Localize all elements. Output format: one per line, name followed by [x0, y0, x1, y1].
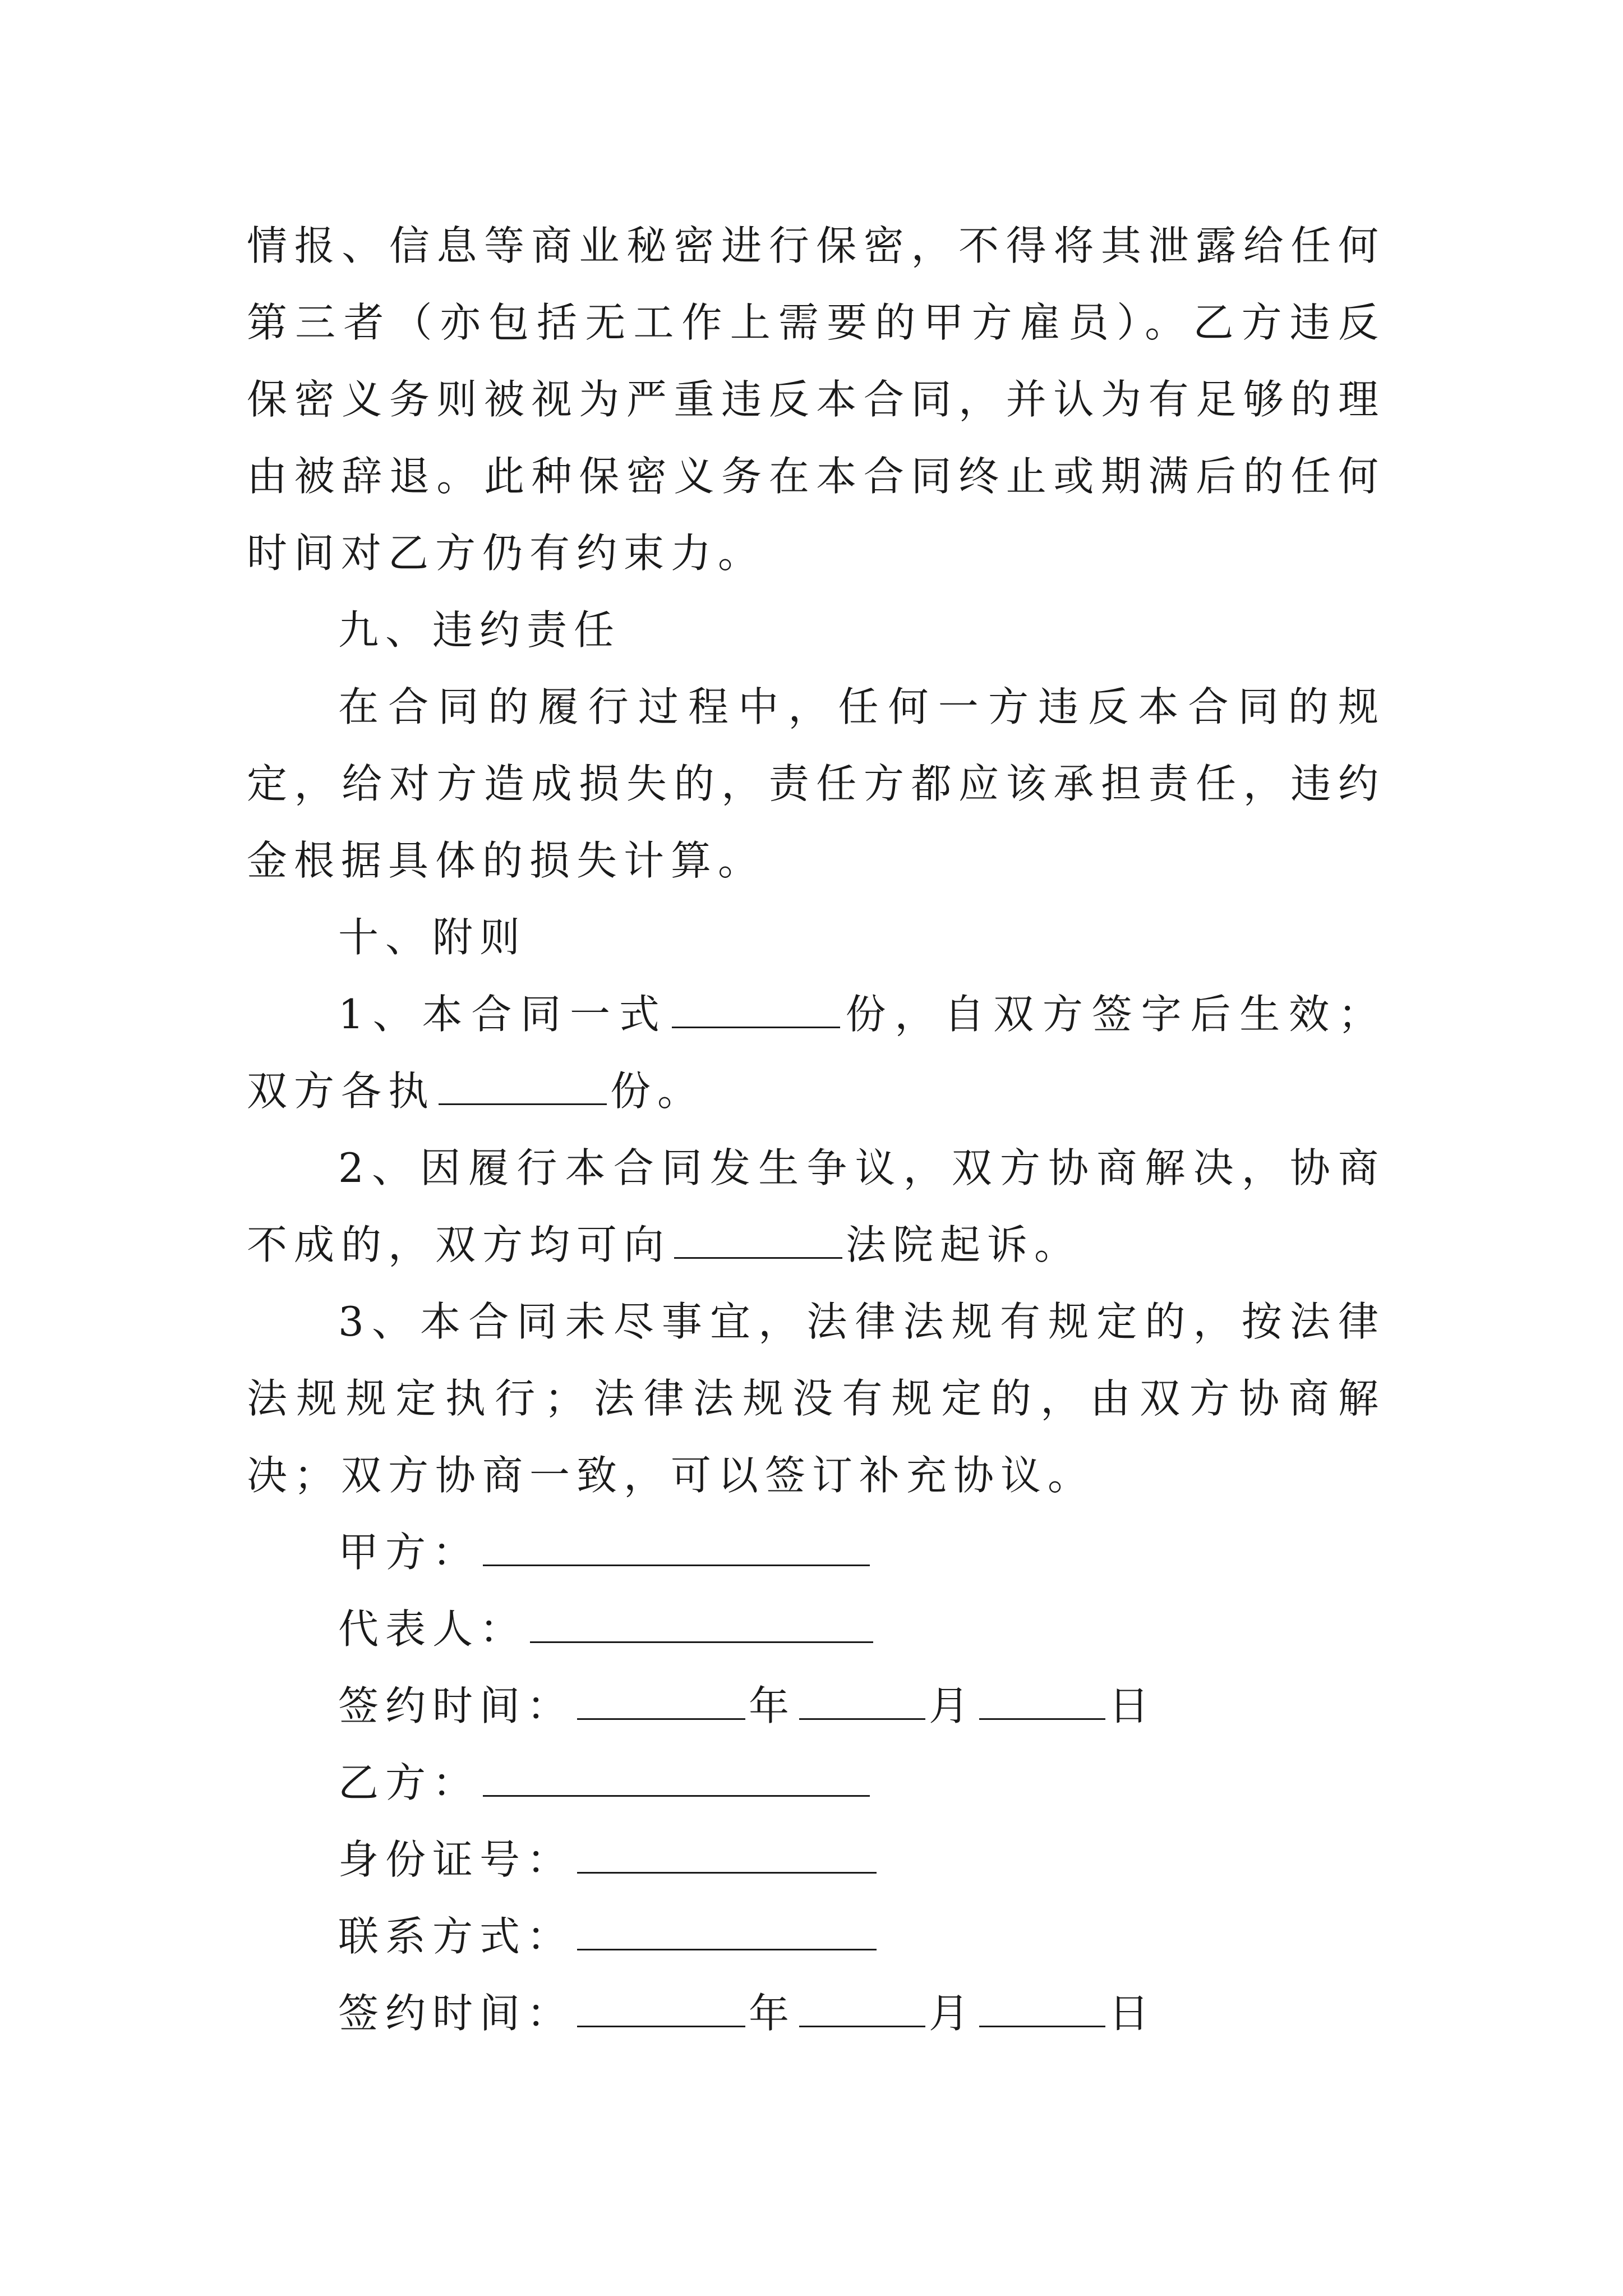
sign-time-b-label: 签约时间： [338, 1990, 574, 2037]
year-label-a: 年 [749, 1682, 796, 1729]
contact-line [247, 1898, 1385, 1975]
clause-10-1 [247, 976, 1385, 1130]
clause-10-1-text-a: 1、本合同一式 [338, 991, 668, 1038]
signature-block [247, 1514, 1385, 2052]
clause-10-2 [247, 1130, 1385, 1283]
clause-10-1-text-b: 份，自双方签字后生效；双方各执 [247, 991, 1385, 1115]
day-label-a: 日 [1109, 1682, 1156, 1729]
party-a-label: 甲方： [338, 1529, 480, 1576]
representative-label: 代表人： [338, 1605, 527, 1653]
party-b-blank [483, 1758, 870, 1797]
month-label-a: 月 [929, 1682, 976, 1729]
day-label-b: 日 [1109, 1990, 1156, 2037]
section-heading-supplementary: 十、附则 [338, 914, 527, 961]
contact-label: 联系方式： [338, 1913, 574, 1960]
sign-time-b-line [247, 1975, 1385, 2052]
representative-line [247, 1591, 1385, 1668]
sign-time-a-day-blank [979, 1681, 1105, 1720]
paragraph-breach-liability: 在合同的履行过程中，任何一方违反本合同的规定，给对方造成损失的，责任方都应该承担责任，违约金根据具体的损失计算。 [247, 683, 1385, 884]
year-label-b: 年 [749, 1990, 796, 2037]
clause-10-2-text-b: 法院起诉。 [846, 1221, 1082, 1268]
sign-time-b-year-blank [577, 1989, 745, 2027]
court-blank [674, 1220, 842, 1259]
clause-10-2-text-a: 2、因履行本合同发生争议，双方协商解决，协商不成的，双方均可向 [247, 1144, 1385, 1268]
month-label-b: 月 [929, 1990, 976, 2037]
paragraph-confidentiality-continued: 情报、信息等商业秘密进行保密，不得将其泄露给任何第三者（亦包括无工作上需要的甲方雇员）。乙方违反保密义务则被视为严重违反本合同，并认为有足够的理由被辞退。此种保密义务在本合同终止或期满后的任何时间对乙方仍有约束力。 [247, 222, 1385, 577]
clause-10-3: 3、本合同未尽事宜，法律法规有规定的，按法律法规规定执行；法律法规没有规定的，由双方协商解决；双方协商一致，可以签订补充协议。 [247, 1298, 1385, 1499]
id-number-blank [577, 1835, 877, 1874]
copies-each-blank [439, 1066, 607, 1105]
party-a-line [247, 1514, 1385, 1591]
clause-10-1-text-c: 份。 [610, 1068, 705, 1115]
id-number-line [247, 1821, 1385, 1898]
representative-blank [530, 1604, 873, 1643]
party-a-blank [483, 1527, 870, 1566]
party-b-line [247, 1745, 1385, 1821]
sign-time-a-year-blank [577, 1681, 745, 1720]
sign-time-b-month-blank [799, 1989, 925, 2027]
section-heading-breach-liability: 九、违约责任 [338, 606, 621, 654]
sign-time-a-line [247, 1668, 1385, 1745]
document-page [247, 208, 1385, 2052]
sign-time-a-month-blank [799, 1681, 925, 1720]
party-b-label: 乙方： [338, 1759, 480, 1806]
copies-total-blank [672, 990, 840, 1028]
contact-blank [577, 1912, 877, 1950]
id-number-label: 身份证号： [338, 1836, 574, 1883]
sign-time-b-day-blank [979, 1989, 1105, 2027]
sign-time-a-label: 签约时间： [338, 1682, 574, 1729]
